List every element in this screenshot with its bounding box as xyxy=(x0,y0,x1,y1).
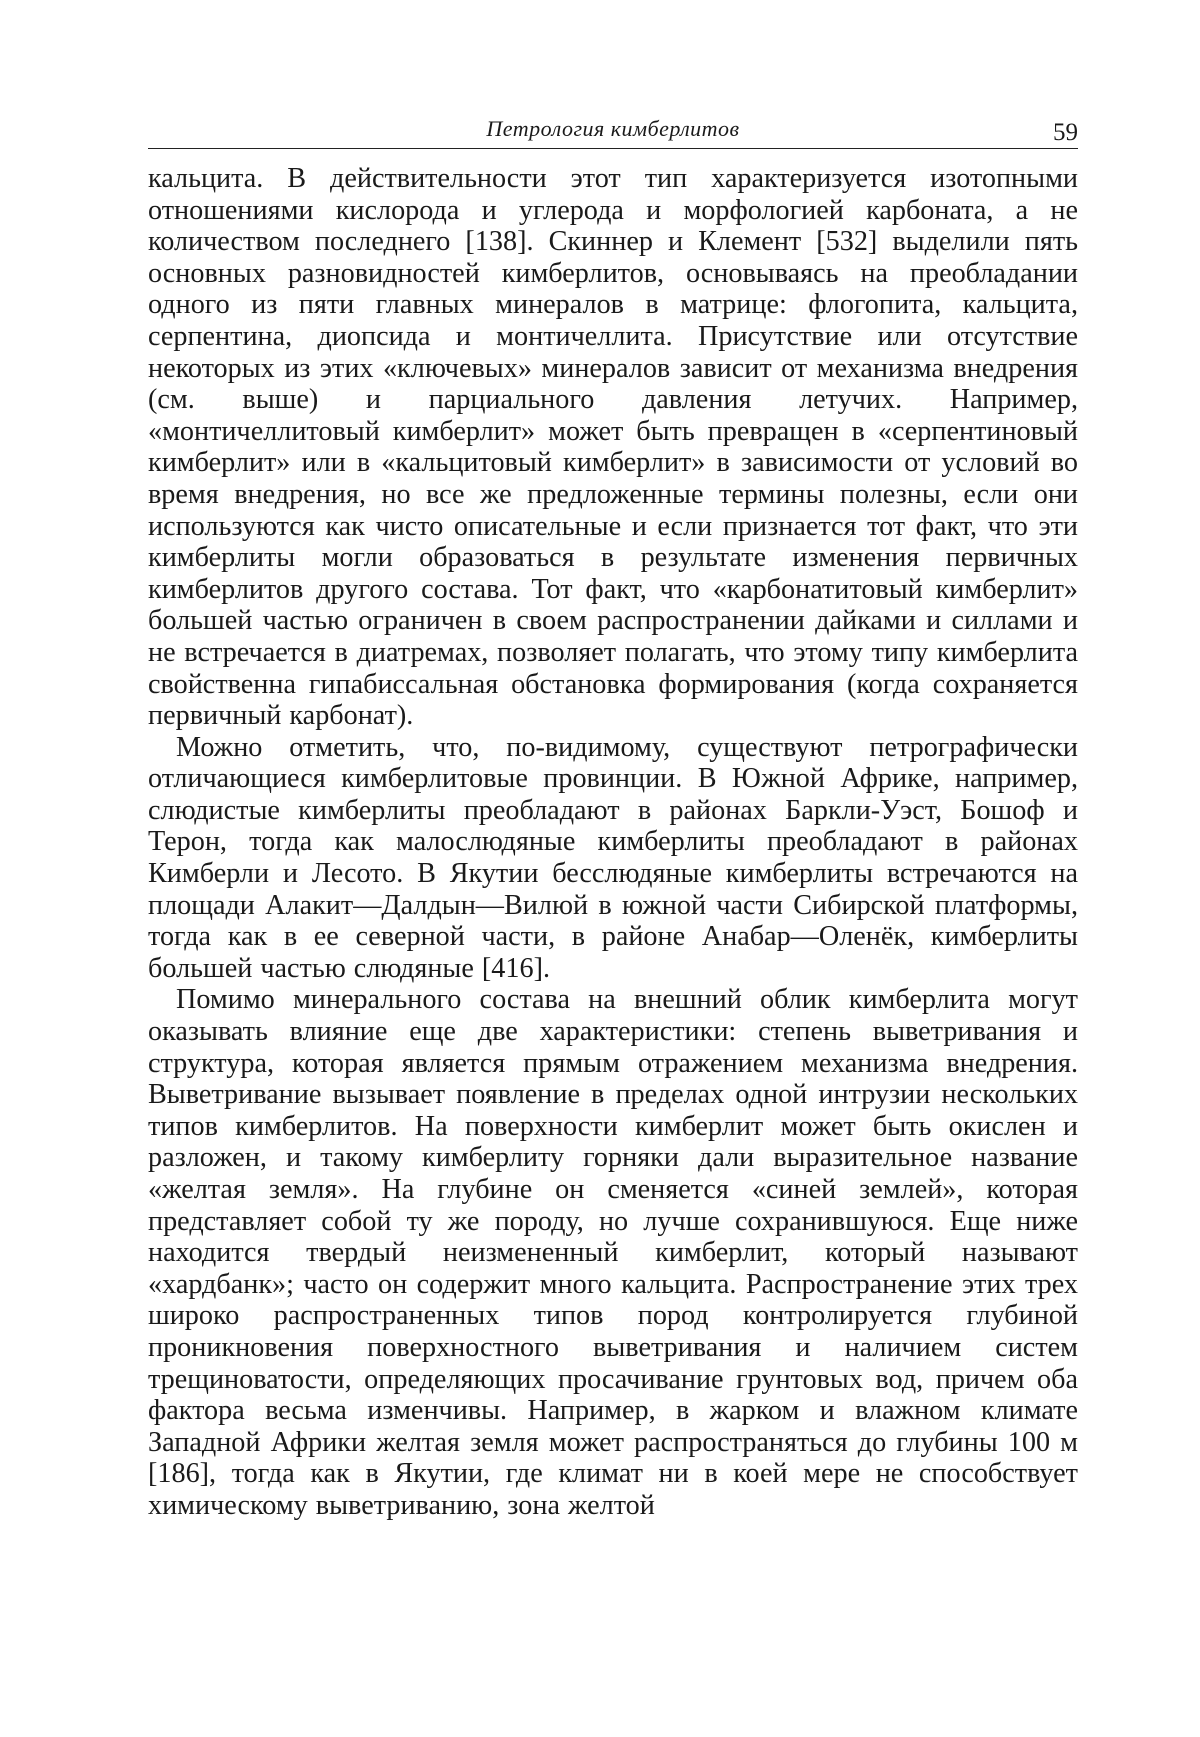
running-title: Петрология кимберлитов xyxy=(486,116,740,141)
page-number: 59 xyxy=(1053,119,1078,146)
book-page xyxy=(148,108,1078,1522)
paragraph-3: Помимо минерального состава на внешний облик кимберлита могут оказывать влияние еще две характеристики: степень выветривания и структура, которая является прямым отражением механизма внедрения. Выветривание вызывает появление в пределах одной интрузии нескольких типов кимберлитов. На поверхности кимберлит может быть окислен и разложен, и такому кимберлиту горняки дали выразительное название «желтая земля». На глубине он сменяется «синей землей», которая представляет собой ту же породу, но лучше сохранившуюся. Еще ниже находится твердый неизмененный кимберлит, который называют «хардбанк»; часто он содержит много кальцита. Распространение этих трех широко распространенных типов пород контролируется глубиной проникновения поверхностного выветривания и наличием систем трещиноватости, определяющих просачивание грунтовых вод, причем оба фактора весьма изменчивы. Например, в жарком и влажном климате Западной Африки желтая земля может распространяться до глубины 100 м [186], тогда как в Якутии, где климат ни в коей мере не способствует химическому выветриванию, зона желтой xyxy=(148,984,1078,1521)
paragraph-1: кальцита. В действительности этот тип характеризуется изотопными отношениями кислорода и углерода и морфологией карбоната, а не количеством последнего [138]. Скиннер и Клемент [532] выделили пять основных разновидностей кимберлитов, основываясь на преобладании одного из пяти главных минералов в матрице: флогопита, кальцита, серпентина, диопсида и монтичеллита. Присутствие или отсутствие некоторых из этих «ключевых» минералов зависит от механизма внедрения (см. выше) и парциального давления летучих. Например, «монтичеллитовый кимберлит» может быть превращен в «серпентиновый кимберлит» или в «кальцитовый кимберлит» в зависимости от условий во время внедрения, но все же предложенные термины полезны, если они используются как чисто описательные и если признается тот факт, что эти кимберлиты могли образоваться в результате изменения первичных кимберлитов другого состава. Тот факт, что «карбонатитовый кимберлит» большей частью ограничен в своем распространении дайками и силлами и не встречается в диатремах, позволяет полагать, что этому типу кимберлита свойственна гипабиссальная обстановка формирования (когда сохраняется первичный карбонат). xyxy=(148,163,1078,732)
page-header xyxy=(148,108,1078,149)
paragraph-2: Можно отметить, что, по-видимому, существуют петрографически отличающиеся кимберлитовые провинции. В Южной Африке, например, слюдистые кимберлиты преобладают в районах Баркли-Уэст, Бошоф и Терон, тогда как малослюдяные кимберлиты преобладают в районах Кимберли и Лесото. В Якутии бесслюдяные кимберлиты встречаются на площади Алакит—Далдын—Вилюй в южной части Сибирской платформы, тогда как в ее северной части, в районе Анабар—Оленёк, кимберлиты большей частью слюдяные [416]. xyxy=(148,731,1078,984)
body-text xyxy=(148,163,1078,1522)
